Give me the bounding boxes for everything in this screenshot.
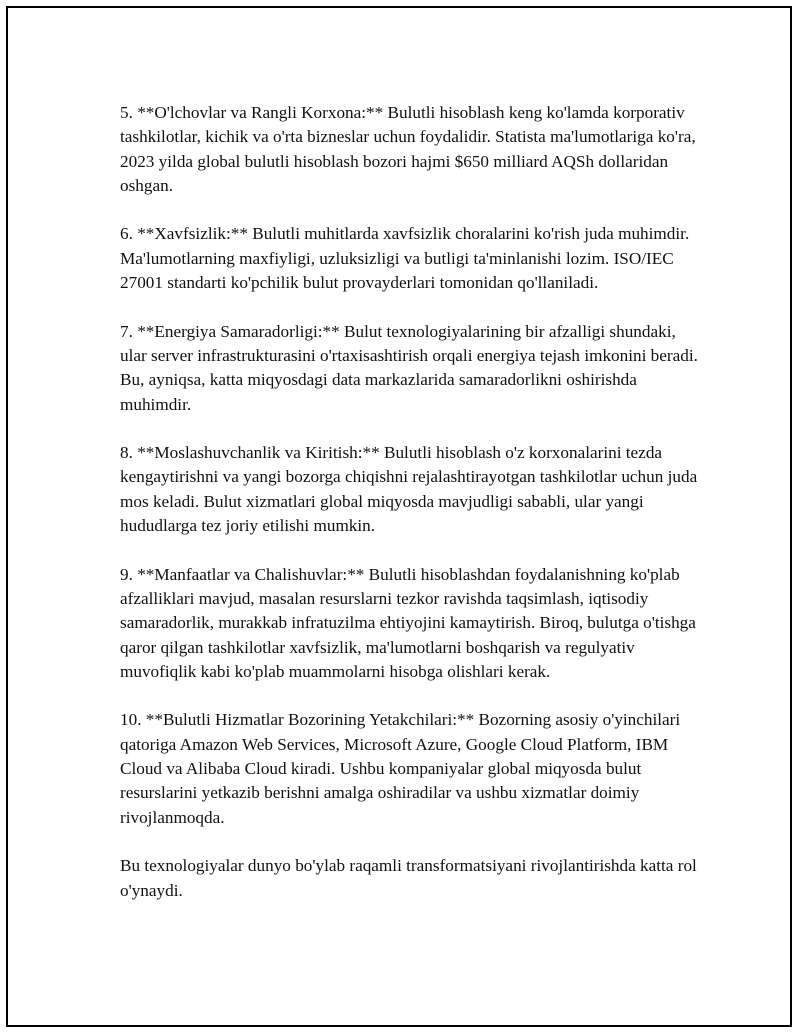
document-body [120, 101, 700, 927]
paragraph-7-energy-efficiency: 7. **Energiya Samaradorligi:** Bulut texnologiyalarining bir afzalligi shundaki, ular server infrastrukturasini o'rtaxisashtirish orqali energiya tejash imkonini beradi. Bu, ayniqsa, katta miqyosdagi data markazlarida samaradorlikni oshirishda muhimdir. [120, 321, 698, 414]
page-frame [6, 6, 792, 1027]
paragraph-6-security: 6. **Xavfsizlik:** Bulutli muhitlarda xavfsizlik choralarini ko'rish juda muhimdir. Ma'lumotlarning maxfiyligi, uzluksizligi va butligi ta'minlanishi lozim. ISO/IEC 27001 standarti ko'pchilik bulut provayderlari tomonidan qo'llaniladi. [120, 224, 690, 293]
paragraph-5-scale: 5. **O'lchovlar va Rangli Korxona:** Bulutli hisoblash keng ko'lamda korporativ tashkilotlar, kichik va o'rta bizneslar uchun foydalidir. Statista ma'lumotlariga ko'ra, 2023 yilda global bulutli hisoblash bozori hajmi $650 milliard AQSh dollaridan oshgan. [120, 103, 696, 195]
paragraph-9-benefits-challenges: 9. **Manfaatlar va Chalishuvlar:** Bulutli hisoblashdan foydalanishning ko'plab afzalliklari mavjud, masalan resurslarni tezkor ravishda taqsimlash, iqtisodiy samaradorlik, murakkab infratuzilma ehtiyojini kamaytirish. Biroq, bulutga o'tishga qaror qilgan tashkilotlar xavfsizlik, ma'lumotlarni boshqarish va regulyativ muvofiqlik kabi ko'plab muammolarni hisobga olishlari kerak. [120, 564, 696, 681]
paragraph-10-market-leaders: 10. **Bulutli Hizmatlar Bozorining Yetakchilari:** Bozorning asosiy o'yinchilari qatoriga Amazon Web Services, Microsoft Azure, Google Cloud Platform, IBM Cloud va Alibaba Cloud kiradi. Ushbu kompaniyalar global miqyosda bulut resurslarini yetkazib berishni amalga oshiradilar va ushbu xizmatlar doimiy rivojlanmoqda. [120, 710, 681, 827]
paragraph-8-flexibility: 8. **Moslashuvchanlik va Kiritish:** Bulutli hisoblash o'z korxonalarini tezda kengaytirishni va yangi bozorga chiqishni rejalashtirayotgan tashkilotlar uchun juda mos keladi. Bulut xizmatlari global miqyosda mavjudligi sababli, ular yangi hududlarga tez joriy etilishi mumkin. [120, 443, 698, 536]
closing-paragraph: Bu texnologiyalar dunyo bo'ylab raqamli transformatsiyani rivojlantirishda katta rol o'ynaydi. [120, 856, 697, 900]
